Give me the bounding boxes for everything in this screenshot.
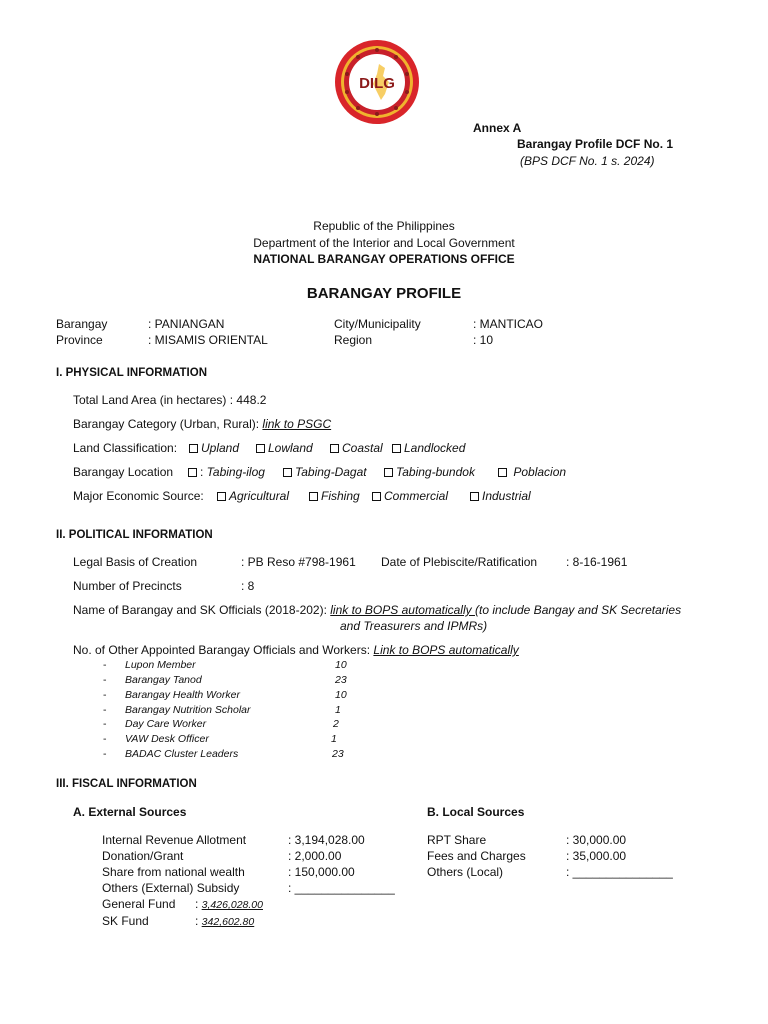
appointed-count: 23 — [332, 748, 344, 760]
category-row — [73, 417, 331, 431]
list-item: - — [103, 674, 107, 686]
external-label: Others (External) Subsidy — [102, 881, 240, 895]
page-title: BARANGAY PROFILE — [306, 285, 462, 302]
header-republic: Republic of the Philippines — [313, 219, 455, 233]
external-value: : 3,194,028.00 — [288, 833, 365, 847]
checkbox-icon[interactable] — [498, 468, 507, 477]
legal-basis-label: Legal Basis of Creation — [73, 555, 198, 569]
list-item: - — [103, 748, 107, 760]
local-value: : 30,000.00 — [566, 833, 627, 847]
political-heading: II. POLITICAL INFORMATION — [56, 529, 213, 541]
officials-row — [73, 603, 681, 617]
annex-label: Annex A — [473, 121, 522, 135]
header-department: Department of the Interior and Local Government — [253, 236, 515, 250]
logo-text: DILG — [359, 75, 395, 92]
checkbox-icon[interactable] — [217, 492, 226, 501]
checkbox-icon[interactable] — [470, 492, 479, 501]
category-label: Barangay Category (Urban, Rural): — [73, 417, 263, 431]
officials-link[interactable]: link to BOPS automatically — [330, 603, 475, 617]
appointed-name: Day Care Worker — [125, 718, 207, 730]
external-value: : 150,000.00 — [288, 865, 355, 879]
dcf-label: Barangay Profile DCF No. 1 — [517, 137, 674, 151]
precincts-label: Number of Precincts — [73, 579, 182, 593]
officials-note: (to include Bangay and SK Secretaries — [474, 603, 682, 617]
general-fund-row: : 3,426,028.00 — [195, 897, 263, 911]
checkbox-icon[interactable] — [189, 444, 198, 453]
plebiscite-value: : 8-16-1961 — [566, 555, 628, 569]
checkbox-icon[interactable] — [372, 492, 381, 501]
officials-label: Name of Barangay and SK Officials (2018-202): — [73, 603, 331, 617]
land-class-coastal[interactable]: Coastal — [330, 441, 383, 455]
appointed-link[interactable]: Link to BOPS automatically — [373, 643, 519, 657]
list-item: - — [103, 689, 107, 701]
sk-fund-value: 342,602.80 — [201, 916, 255, 928]
appointed-row — [73, 643, 519, 657]
general-fund-label: General Fund — [102, 897, 176, 911]
officials-note-2: and Treasurers and IPMRs) — [340, 619, 488, 633]
appointed-label: No. of Other Appointed Barangay Officials and Workers: — [73, 643, 374, 657]
land-class-upland[interactable]: Upland — [189, 441, 239, 455]
external-label: Donation/Grant — [102, 849, 184, 863]
external-value: : 2,000.00 — [288, 849, 342, 863]
appointed-count: 2 — [333, 718, 339, 730]
land-class-lowland[interactable]: Lowland — [256, 441, 313, 455]
economic-fishing[interactable]: Fishing — [309, 489, 360, 503]
location-poblacion[interactable]: Poblacion — [498, 465, 566, 479]
checkbox-icon[interactable] — [384, 468, 393, 477]
external-value: : _______________ — [288, 881, 395, 895]
checkbox-icon[interactable] — [330, 444, 339, 453]
checkbox-icon[interactable] — [309, 492, 318, 501]
list-item: - — [103, 659, 107, 671]
economic-agricultural[interactable]: Agricultural — [217, 489, 289, 503]
appointed-count: 1 — [335, 704, 341, 716]
land-class-landlocked[interactable]: Landlocked — [392, 441, 465, 455]
external-label: Internal Revenue Allotment — [102, 833, 247, 847]
appointed-count: 10 — [335, 689, 347, 701]
appointed-name: Barangay Health Worker — [125, 689, 240, 701]
appointed-name: Barangay Nutrition Scholar — [125, 704, 251, 716]
economic-commercial[interactable]: Commercial — [372, 489, 448, 503]
legal-basis-value: : PB Reso #798-1961 — [241, 555, 356, 569]
appointed-count: 10 — [335, 659, 347, 671]
location-tabing-bundok[interactable]: Tabing-bundok — [384, 465, 475, 479]
fiscal-heading: III. FISCAL INFORMATION — [56, 778, 197, 790]
region-label: Region — [334, 333, 373, 347]
plebiscite-label: Date of Plebiscite/Ratification — [381, 555, 538, 569]
location-tabing-ilog[interactable]: : Tabing-ilog — [188, 465, 265, 479]
city-value: : MANTICAO — [473, 317, 544, 331]
precincts-value: : 8 — [241, 579, 255, 593]
land-class-label: Land Classification: — [73, 441, 178, 455]
local-value: : 35,000.00 — [566, 849, 627, 863]
appointed-count: 23 — [335, 674, 347, 686]
local-label: Others (Local) — [427, 865, 504, 879]
checkbox-icon[interactable] — [283, 468, 292, 477]
appointed-name: Lupon Member — [125, 659, 196, 671]
sk-fund-row: : 342,602.80 — [195, 914, 255, 928]
local-value: : _______________ — [566, 865, 673, 879]
local-label: Fees and Charges — [427, 849, 526, 863]
appointed-name: Barangay Tanod — [125, 674, 202, 686]
list-item: - — [103, 704, 107, 716]
barangay-label: Barangay — [56, 317, 108, 331]
land-area: Total Land Area (in hectares) : 448.2 — [73, 393, 267, 407]
appointed-name: BADAC Cluster Leaders — [125, 748, 239, 760]
city-label: City/Municipality — [334, 317, 421, 331]
province-value: : MISAMIS ORIENTAL — [148, 333, 268, 347]
checkbox-icon[interactable] — [256, 444, 265, 453]
checkbox-icon[interactable] — [188, 468, 197, 477]
economic-industrial[interactable]: Industrial — [470, 489, 531, 503]
local-label: RPT Share — [427, 833, 487, 847]
list-item: - — [103, 718, 107, 730]
physical-heading: I. PHYSICAL INFORMATION — [56, 367, 207, 379]
dilg-seal-logo — [333, 38, 421, 126]
checkbox-icon[interactable] — [392, 444, 401, 453]
appointed-count: 1 — [331, 733, 337, 745]
appointed-name: VAW Desk Officer — [125, 733, 209, 745]
general-fund-value: 3,426,028.00 — [201, 899, 263, 911]
list-item: - — [103, 733, 107, 745]
region-value: : 10 — [473, 333, 494, 347]
location-tabing-dagat[interactable]: Tabing-Dagat — [283, 465, 367, 479]
local-heading: B. Local Sources — [427, 805, 525, 819]
external-heading: A. External Sources — [73, 805, 187, 819]
sk-fund-label: SK Fund — [102, 914, 149, 928]
psgc-link[interactable]: link to PSGC — [262, 417, 332, 431]
province-label: Province — [56, 333, 103, 347]
economic-label: Major Economic Source: — [73, 489, 204, 503]
bps-label: (BPS DCF No. 1 s. 2024) — [520, 154, 655, 168]
location-label: Barangay Location — [73, 465, 174, 479]
header-office: NATIONAL BARANGAY OPERATIONS OFFICE — [253, 252, 515, 266]
external-label: Share from national wealth — [102, 865, 245, 879]
barangay-value: : PANIANGAN — [148, 317, 225, 331]
